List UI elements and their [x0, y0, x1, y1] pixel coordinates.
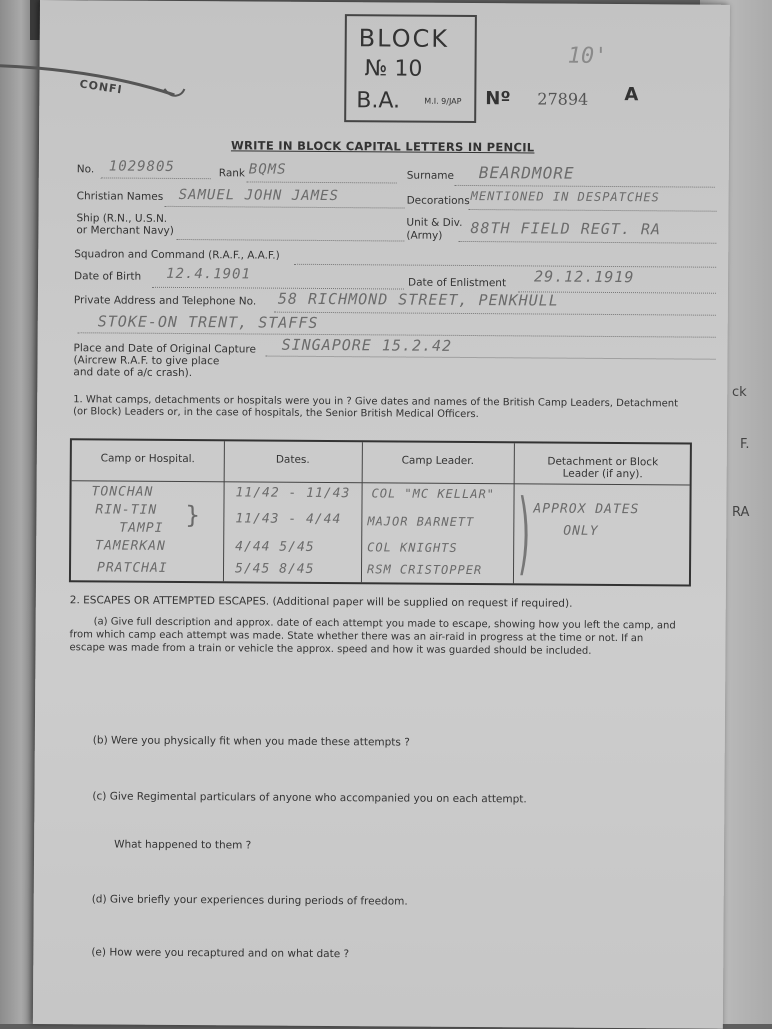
- surname-label: Surname: [406, 169, 455, 182]
- table-header-camp: Camp or Hospital.: [100, 452, 195, 466]
- question-2b-text: (b) Were you physically fit when you made these attempts ?: [92, 734, 410, 749]
- camps-table: [69, 438, 692, 586]
- decorations-label: Decorations: [406, 194, 470, 208]
- question-2d-text: (d) Give briefly your experiences during periods of freedom.: [91, 893, 408, 908]
- stamp-mi-ref: M.I. 9/JAP: [424, 96, 462, 106]
- ship-label-sub: or Merchant Navy): [76, 224, 174, 237]
- block-stamp: [344, 14, 477, 123]
- table-header-detachment-sub: Leader (if any).: [562, 467, 643, 481]
- ship-label: Ship (R.N., U.S.N.: [76, 212, 168, 225]
- form-number-value: 27894: [537, 89, 589, 109]
- table-header-leader: Camp Leader.: [401, 454, 475, 468]
- question-2a-text: (a) Give full description and approx. date of each attempt you made to escape, showing how you left the camp, and: [93, 616, 676, 632]
- table-header-dates: Dates.: [275, 453, 310, 466]
- rank-label: Rank: [218, 167, 246, 180]
- question-1-text: (or Block) Leaders or, in the case of hospitals, the Senior British Medical Officers.: [73, 406, 479, 421]
- unit-value: 88TH FIELD REGT. RA: [470, 219, 662, 239]
- leader-brace-icon: ): [514, 480, 535, 586]
- table-cell-camp: RIN-TIN: [95, 502, 158, 518]
- date-of-birth-label: Date of Birth: [74, 270, 142, 283]
- table-cell-leader: RSM CRISTOPPER: [366, 562, 483, 578]
- table-cell-dates: 11/43 - 4/44: [235, 511, 342, 528]
- background-text: RA: [732, 505, 750, 520]
- stamp-ba-text: B.A.: [356, 88, 401, 114]
- capture-label-sub: and date of a/c crash).: [73, 366, 193, 380]
- table-cell-dates: 11/42 - 11/43: [235, 485, 351, 502]
- question-2c-text: (c) Give Regimental particulars of anyone who accompanied you on each attempt.: [92, 790, 527, 806]
- capture-label-sub: (Aircrew R.A.F. to give place: [73, 354, 220, 368]
- detachment-note: ONLY: [563, 523, 599, 539]
- capture-value: SINGAPORE 15.2.42: [281, 335, 453, 355]
- address-line-2: STOKE-ON TRENT, STAFFS: [97, 312, 319, 332]
- capture-label: Place and Date of Original Capture: [73, 342, 257, 356]
- enlistment-value: 29.12.1919: [534, 267, 635, 287]
- question-2c-followup: What happened to them ?: [114, 838, 252, 852]
- number-label: No.: [76, 163, 95, 176]
- rank-value: BQMS: [248, 161, 287, 178]
- table-cell-dates: 5/45 8/45: [234, 561, 315, 577]
- enlistment-label: Date of Enlistment: [407, 276, 507, 290]
- form-sheet: [33, 0, 730, 1029]
- stamp-block-text: BLOCK: [358, 24, 450, 53]
- table-cell-dates: 4/44 5/45: [235, 539, 315, 555]
- background-text: F.: [740, 437, 750, 452]
- table-cell-leader: MAJOR BARNETT: [367, 514, 475, 530]
- confidential-stamp: CONFI: [78, 77, 124, 97]
- unit-label-sub: (Army): [406, 229, 443, 242]
- decorations-value: MENTIONED IN DESPATCHES: [470, 189, 660, 205]
- table-cell-camp: PRATCHAI: [96, 560, 168, 576]
- unit-label: Unit & Div.: [406, 216, 463, 229]
- question-2e-text: (e) How were you recaptured and on what date ?: [91, 946, 350, 961]
- form-heading: WRITE IN BLOCK CAPITAL LETTERS IN PENCIL: [230, 138, 535, 155]
- table-brace-icon: }: [185, 501, 201, 530]
- table-cell-camp: TAMERKAN: [95, 538, 166, 554]
- question-1-text: 1. What camps, detachments or hospitals were you in ? Give dates and names of the British Camp Leaders, Detachment: [73, 394, 679, 410]
- table-cell-camp: TONCHAN: [91, 484, 154, 500]
- form-number-label: Nº: [485, 88, 511, 110]
- table-cell-leader: COL KNIGHTS: [367, 540, 458, 555]
- address-line-1: 58 RICHMOND STREET, PENKHULL: [277, 289, 559, 310]
- address-label: Private Address and Telephone No.: [73, 294, 257, 308]
- table-header-detachment: Detachment or Block: [547, 455, 659, 469]
- surname-value: BEARDMORE: [478, 163, 575, 183]
- number-value: 1029805: [108, 158, 175, 175]
- christian-names-value: SAMUEL JOHN JAMES: [178, 186, 339, 205]
- background-text: ck: [732, 385, 747, 400]
- date-of-birth-value: 12.4.1901: [166, 265, 252, 283]
- detachment-note: APPROX DATES: [533, 501, 640, 518]
- table-cell-leader: COL "MC KELLAR": [371, 486, 495, 502]
- question-2a-text: from which camp each attempt was made. State whether there was an air-raid in progress at the time or not. If an: [69, 629, 644, 645]
- corner-pencil-mark: 10': [567, 43, 608, 69]
- christian-names-label: Christian Names: [76, 190, 164, 203]
- stamp-block-number: № 10: [364, 56, 423, 82]
- form-number-suffix: A: [624, 84, 639, 106]
- squadron-label: Squadron and Command (R.A.F., A.A.F.): [74, 248, 280, 262]
- table-cell-camp: TAMPI: [119, 520, 164, 536]
- question-2a-text: escape was made from a train or vehicle the approx. speed and how it was guarded should be included.: [69, 642, 592, 657]
- question-2-title: 2. ESCAPES OR ATTEMPTED ESCAPES. (Additional paper will be supplied on request if required).: [69, 594, 573, 610]
